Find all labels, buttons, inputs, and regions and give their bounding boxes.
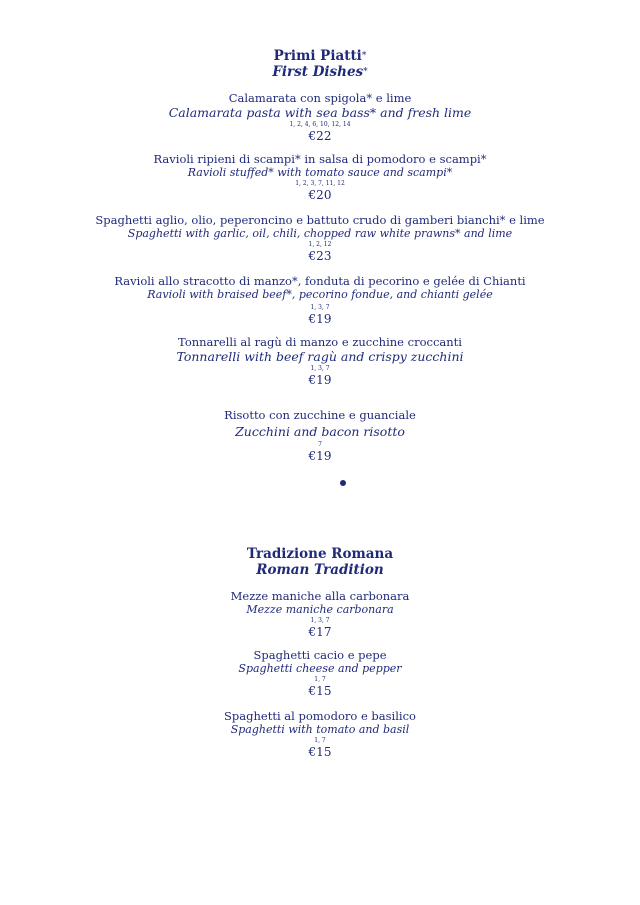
dish-allergens: 7 xyxy=(318,441,322,448)
dish-allergens: 1, 3, 7 xyxy=(310,617,330,624)
dish-name-en: Ravioli with braised beef*, pecorino fondue, and chianti gelée xyxy=(147,288,493,301)
dish-allergens: 1, 3, 7 xyxy=(310,365,330,372)
section-subtitle: Roman Tradition xyxy=(256,562,384,578)
dish-name-it: Calamarata con spigola* e lime xyxy=(228,91,412,105)
section-title: Tradizione Romana xyxy=(246,546,394,562)
dish-allergens: 1, 7 xyxy=(314,737,326,744)
dish-allergens: 1, 7 xyxy=(314,676,326,683)
dish-carbonara xyxy=(0,589,640,640)
dish-name-en: Mezze maniche carbonara xyxy=(246,603,394,616)
title-asterisk: * xyxy=(361,51,367,61)
dish-price: €23 xyxy=(308,249,332,263)
dish-cacio-pepe xyxy=(0,648,640,699)
dish-name-en: Spaghetti with garlic, oil, chili, chopped raw white prawns* and lime xyxy=(127,227,513,240)
section-subtitle xyxy=(0,64,640,81)
dish-name-it: Spaghetti aglio, olio, peperoncino e battuto crudo di gamberi bianchi* e lime xyxy=(95,213,545,227)
dish-name-it: Mezze maniche alla carbonara xyxy=(230,589,410,603)
dish-price: €15 xyxy=(308,745,332,759)
dish-name-it: Spaghetti al pomodoro e basilico xyxy=(224,709,416,723)
dish-price: €22 xyxy=(308,129,332,143)
dish-name-it: Spaghetti cacio e pepe xyxy=(253,648,387,662)
dish-name-en: Calamarata pasta with sea bass* and fresh lime xyxy=(168,105,472,120)
section-tradizione-romana xyxy=(0,546,640,579)
dish-name-it: Tonnarelli al ragù di manzo e zucchine croccanti xyxy=(178,335,462,349)
dish-price: €19 xyxy=(308,312,332,326)
dish-ravioli-stracotto xyxy=(0,274,640,327)
dish-name-en: Ravioli stuffed* with tomato sauce and scampi* xyxy=(187,166,453,179)
dish-allergens: 1, 2, 4, 6, 10, 12, 14 xyxy=(289,121,351,128)
dish-name-en: Spaghetti with tomato and basil xyxy=(230,723,410,736)
dish-price: €19 xyxy=(308,449,332,463)
dish-price: €17 xyxy=(308,625,332,639)
dish-name-it: Ravioli ripieni di scampi* in salsa di pomodoro e scampi* xyxy=(153,152,487,166)
section-subtitle-text: First Dishes xyxy=(272,64,364,80)
section-title xyxy=(0,48,640,64)
dish-risotto xyxy=(0,408,640,464)
dish-price: €19 xyxy=(308,373,332,387)
dish-ravioli-scampi xyxy=(0,152,640,203)
dish-allergens: 1, 2, 3, 7, 11, 12 xyxy=(295,180,345,187)
dish-calamarata xyxy=(0,91,640,144)
dish-name-it: Ravioli allo stracotto di manzo*, fonduta di pecorino e gelée di Chianti xyxy=(114,274,526,288)
section-primi-piatti xyxy=(0,48,640,81)
section-title-text: Primi Piatti xyxy=(273,48,362,64)
section-divider-dot xyxy=(340,480,346,486)
subtitle-asterisk: * xyxy=(363,67,368,77)
dish-price: €20 xyxy=(308,188,332,202)
dish-name-en: Zucchini and bacon risotto xyxy=(235,424,405,439)
dish-allergens: 1, 2, 12 xyxy=(308,241,332,248)
dish-name-en: Spaghetti cheese and pepper xyxy=(238,662,402,675)
dish-pomodoro-basilico xyxy=(0,709,640,760)
dish-allergens: 1, 3, 7 xyxy=(310,304,330,311)
dish-name-en: Tonnarelli with beef ragù and crispy zucchini xyxy=(176,349,464,364)
dish-price: €15 xyxy=(308,684,332,698)
dish-tonnarelli xyxy=(0,335,640,388)
dish-name-it: Risotto con zucchine e guanciale xyxy=(224,408,416,422)
dish-spaghetti-gamberi xyxy=(0,213,640,264)
